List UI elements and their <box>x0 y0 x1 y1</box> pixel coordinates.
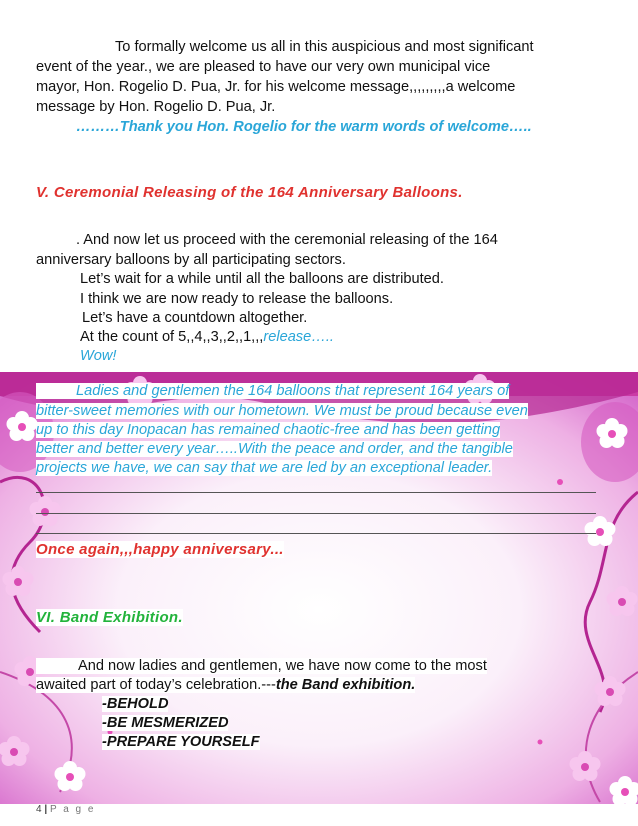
speech-line-5: projects we have, we can say that we are led by an exceptional leader. <box>36 460 493 476</box>
speech-line-1: Ladies and gentlemen the 164 balloons that represent 164 years of <box>36 382 509 400</box>
speech-line-4: better and better every year…..With the peace and order, and the tangible <box>36 441 513 457</box>
section-6-heading: VI. Band Exhibition. <box>36 609 183 626</box>
section-5-heading: V. Ceremonial Releasing of the 164 Anniversary Balloons. <box>36 184 463 201</box>
page-footer <box>36 804 95 815</box>
section-6-line-2: awaited part of today’s celebration.---the Band exhibition. <box>36 677 416 693</box>
exhibition-item-1: -BEHOLD <box>102 696 169 712</box>
exhibition-item-2: -BE MESMERIZED <box>102 715 229 731</box>
intro-line-3: mayor, Hon. Rogelio D. Pua, Jr. for his welcome message,,,,,,,,,a welcome <box>36 79 516 95</box>
speech-line-2: bitter-sweet memories with our hometown. We must be proud because even <box>36 403 528 419</box>
page-number: 4 <box>36 804 42 815</box>
section-5-line-2: anniversary balloons by all participating sectors. <box>36 252 346 268</box>
speech-line-3: up to this day Inopacan has remained chaotic-free and has been getting <box>36 422 501 438</box>
section-5-line-3: Let’s wait for a while until all the balloons are distributed. <box>80 271 444 287</box>
page-label: P a g e <box>49 804 96 815</box>
footer-separator: | <box>44 804 48 815</box>
countdown-prefix: At the count of 5,,4,,3,,2,,1,,, <box>80 329 264 345</box>
section-5-line-5: Let’s have a countdown altogether. <box>82 310 308 326</box>
blank-rule-2 <box>36 513 596 514</box>
thanks-line: ………Thank you Hon. Rogelio for the warm words of welcome….. <box>76 119 532 135</box>
intro-line-1: To formally welcome us all in this auspicious and most significant <box>115 39 534 55</box>
countdown-release: release….. <box>263 329 334 345</box>
blank-rule-3 <box>36 533 596 534</box>
anniversary-greeting: Once again,,,happy anniversary... <box>36 541 284 558</box>
exhibition-item-3: -PREPARE YOURSELF <box>102 734 260 750</box>
section-5-line-4: I think we are now ready to release the balloons. <box>80 291 394 307</box>
wow-line: Wow! <box>80 348 117 364</box>
section-6-line-1: And now ladies and gentlemen, we have now come to the most <box>36 657 487 675</box>
intro-line-2: event of the year., we are pleased to have our very own municipal vice <box>36 59 491 75</box>
countdown-line <box>80 328 334 346</box>
blank-rule-1 <box>36 492 596 493</box>
section-5-line-1: . And now let us proceed with the ceremonial releasing of the 164 <box>76 232 498 248</box>
intro-line-4: message by Hon. Rogelio D. Pua, Jr. <box>36 99 276 115</box>
